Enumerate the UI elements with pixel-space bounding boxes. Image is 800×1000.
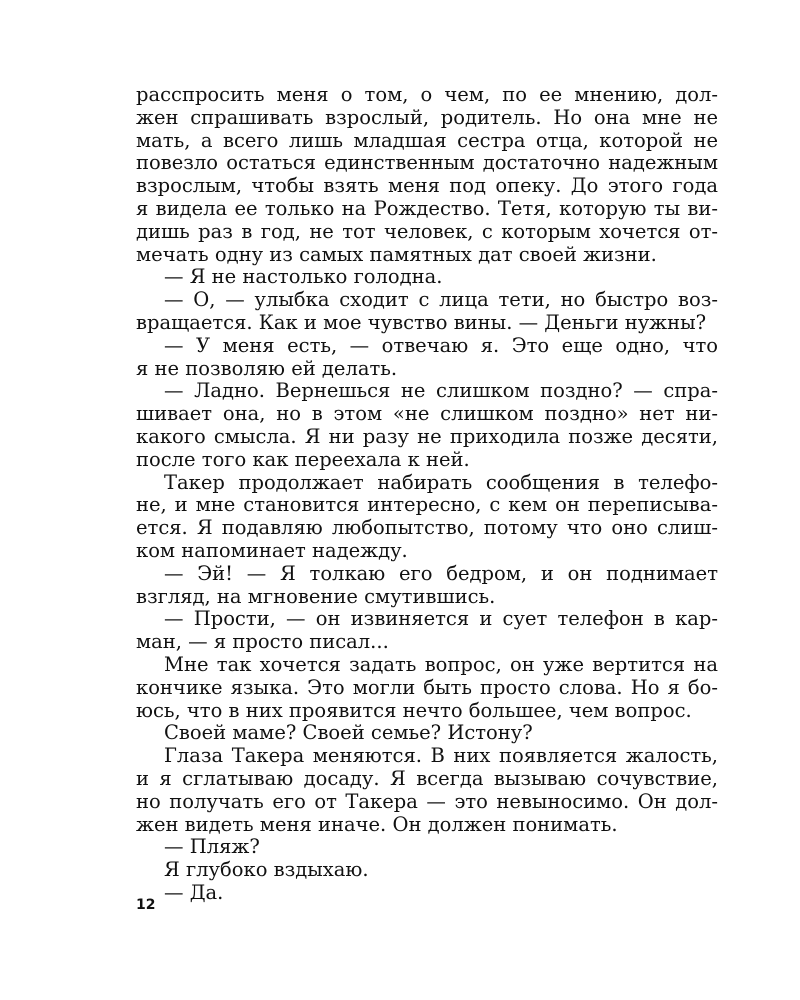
text-line: я не позволяю ей делать. — [136, 356, 398, 380]
text-line: вращается. Как и мое чувство вины. — Деньги нужны? — [136, 310, 707, 334]
text-line: но получать его от Такера — это невыносимо. Он дол- — [136, 789, 718, 813]
page-number: 12 — [136, 897, 156, 913]
text-line: Мне так хочется задать вопрос, он уже вертится на — [164, 652, 718, 676]
body-text — [136, 84, 718, 905]
text-line: какого смысла. Я ни разу не приходила позже десяти, — [136, 424, 718, 448]
text-line: жен видеть меня иначе. Он должен понимать. — [136, 812, 618, 836]
text-line: взгляд, на мгновение смутившись. — [136, 584, 496, 608]
text-line: взрослым, чтобы взять меня под опеку. До этого года — [136, 174, 718, 198]
text-line: Глаза Такера меняются. В них появляется жалость, — [164, 744, 718, 768]
text-line: повезло остаться единственным достаточно надежным — [136, 151, 718, 175]
text-line: мечать одну из самых памятных дат своей жизни. — [136, 242, 657, 266]
text-line: Своей маме? Своей семье? Истону? — [164, 721, 533, 745]
text-line: после того как переехала к ней. — [136, 447, 470, 471]
text-line: ком напоминает надежду. — [136, 538, 408, 562]
text-line: мать, а всего лишь младшая сестра отца, которой не — [136, 128, 718, 152]
text-line: Я глубоко вздыхаю. — [164, 858, 369, 882]
text-line: — Прости, — он извиняется и сует телефон в кар- — [164, 607, 718, 631]
text-line: юсь, что в них проявится нечто большее, чем вопрос. — [136, 698, 692, 722]
text-line: расспросить меня о том, о чем, по ее мнению, дол- — [136, 83, 718, 106]
text-line: шивает она, но в этом «не слишком поздно» нет ни- — [136, 402, 718, 426]
text-line: — Я не настолько голодна. — [164, 265, 443, 289]
text-line: ется. Я подавляю любопытство, потому что оно слиш- — [136, 516, 718, 540]
text-line: жен спрашивать взрослый, родитель. Но она мне не — [136, 105, 718, 129]
text-line: и я сглатываю досаду. Я всегда вызываю сочувствие, — [136, 766, 718, 790]
text-line: ман, — я просто писал... — [136, 630, 389, 654]
text-line: не, и мне становится интересно, с кем он переписыва- — [136, 493, 718, 517]
text-line: кончике языка. Это могли быть просто слова. Но я бо- — [136, 675, 718, 699]
text-line: — Пляж? — [164, 835, 260, 859]
text-line: — У меня есть, — отвечаю я. Это еще одно, что — [164, 333, 718, 357]
text-line: — Ладно. Вернешься не слишком поздно? — спра- — [164, 379, 718, 403]
text-line: дишь раз в год, не тот человек, с которым хочется от- — [136, 219, 718, 243]
text-line: я видела ее только на Рождество. Тетя, которую ты ви- — [136, 196, 718, 220]
text-line: — Эй! — Я толкаю его бедром, и он поднимает — [164, 561, 718, 585]
text-line: Такер продолжает набирать сообщения в телефо- — [164, 470, 718, 494]
text-line: — Да. — [164, 880, 224, 904]
text-line: — О, — улыбка сходит с лица тети, но быстро воз- — [164, 288, 718, 312]
